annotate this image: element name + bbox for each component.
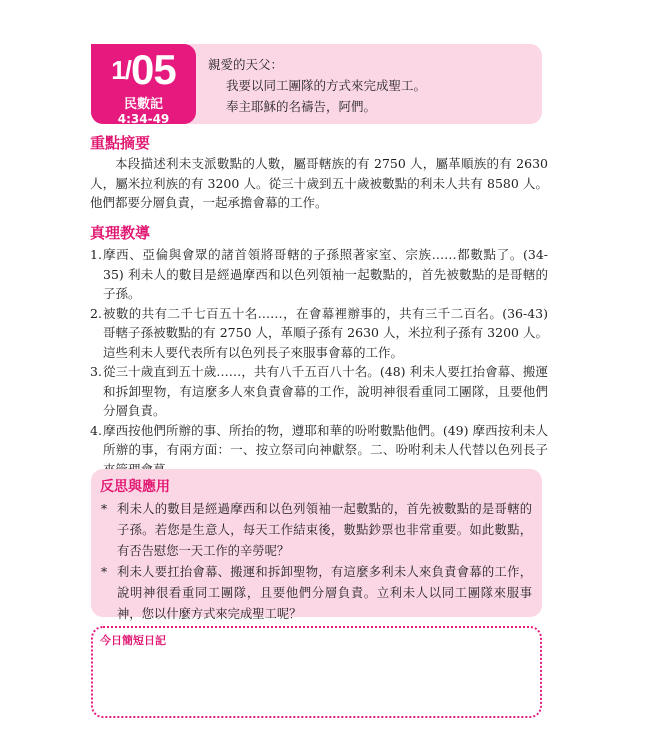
prayer-line-salutation: 親愛的天父： xyxy=(208,57,284,72)
teaching-item-number: 2. xyxy=(90,305,102,321)
teaching-item-text: 摩西、亞倫與會眾的諸首領將哥轄的子孫照著家室、宗族……都數點了。(34-35) 利未人的數目是經過摩西和以色列領袖一起數點的，首先被數點的是哥轄的子孫。 xyxy=(103,247,548,301)
reflection-item-text: 利未人要扛抬會幕、搬運和拆卸聖物，有這麼多利未人來負責會幕的工作，說明神很看重同工團隊，且要他們分層負責。立利未人以同工團隊來服事神，您以什麼方式來完成聖工呢？ xyxy=(117,565,532,621)
teaching-item-number: 4. xyxy=(90,422,102,438)
summary-text: 本段描述利未支派數點的人數，屬哥轄族的有 2750 人，屬革順族的有 2630 人，屬米拉利族的有 3200 人。從三十歲到五十歲被數點的利未人共有 8580 人。他們都要分層負責，一起承擔會幕的工作。 xyxy=(90,156,548,210)
date-badge xyxy=(91,44,196,124)
reflection-item xyxy=(100,562,532,625)
diary-title: 今日簡短日記 xyxy=(100,634,166,647)
prayer-text xyxy=(208,54,538,117)
verse-reference: 4:34-49 xyxy=(117,112,170,126)
teaching-item-number: 3. xyxy=(90,364,102,379)
teaching-item xyxy=(90,245,548,304)
prayer-line-body: 我要以同工團隊的方式來完成聖工。 xyxy=(226,78,427,93)
verse-book: 民數記 xyxy=(123,97,163,112)
reflection-title: 反思與應用 xyxy=(100,479,170,495)
bullet-asterisk: * xyxy=(101,502,108,516)
teaching-item xyxy=(90,304,548,363)
prayer-line-closing: 奉主耶穌的名禱告，阿們。 xyxy=(226,99,377,114)
reflection-item-text: 利未人的數目是經過摩西和以色列領袖一起數點的，首先被數點的是哥轄的子孫。若您是生意人，每天工作結束後，數點鈔票也非常重要。如此數點，有否告慰您一天工作的辛勞呢？ xyxy=(117,502,532,558)
teaching-item-text: 摩西按他們所辦的事、所抬的物，遵耶和華的吩咐數點他們。(49) 摩西按利未人所辦的事，有兩方面：一、按立祭司向神獻祭。二、吩咐利未人代替以色列長子 xyxy=(103,422,548,457)
teaching-item xyxy=(90,362,548,421)
teaching-item-number: 1. xyxy=(90,247,102,262)
bullet-asterisk: * xyxy=(101,565,108,579)
teaching-item-text: 被數的共有二千七百五十名……，在會幕裡辦事的，共有三千二百名。(36-43) 哥轄子孫被數點的有 2750 人，革順子孫有 2630 人，米拉利子孫有 3200 人。這些利未人要代表所有以色列長子來服事會幕的工作。 xyxy=(103,305,548,360)
date-day: 05 xyxy=(130,46,176,93)
summary-title: 重點摘要 xyxy=(90,134,151,152)
teaching-item-text: 從三十歲直到五十歲……，共有八千五百八十名。(48) 利未人要扛抬會幕、搬運和拆卸聖物，有這麼多人來負責會幕的工作，說明神很看重同工團隊，且要他們分層負責。 xyxy=(103,364,548,418)
date-month: 1/ xyxy=(111,55,131,85)
reflection-list xyxy=(100,499,532,625)
reflection-item xyxy=(100,499,532,562)
date xyxy=(91,46,196,95)
teaching-list xyxy=(90,245,548,479)
teaching-title: 真理教導 xyxy=(90,224,151,242)
